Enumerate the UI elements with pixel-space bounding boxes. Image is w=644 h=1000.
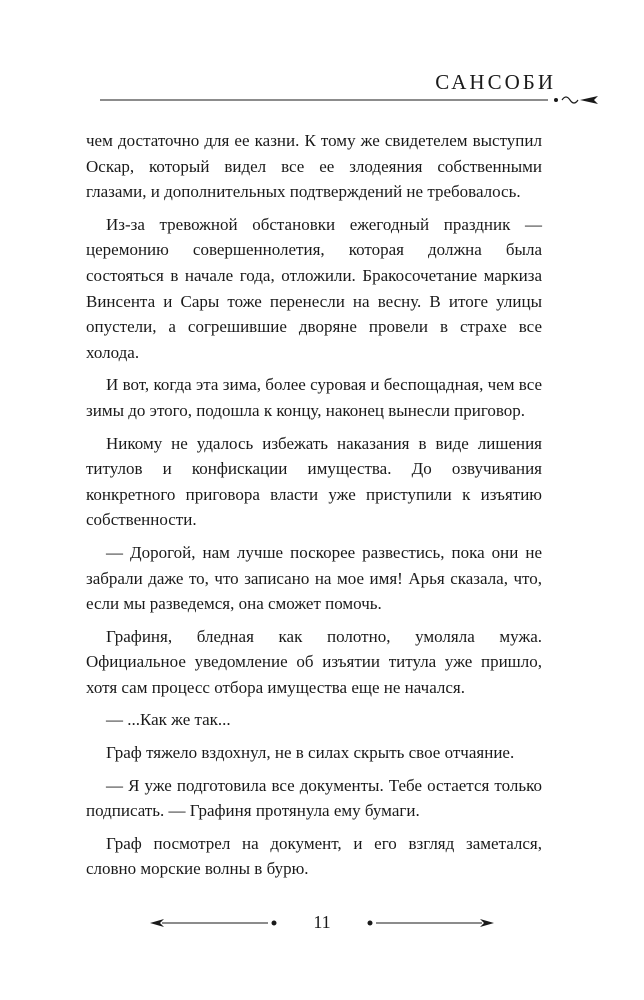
paragraph: Графиня, бледная как полотно, умоляла мужа. Официальное уведомление об изъятии титула уже пришло, хотя сам процесс отбора имущества еще не начался. — [86, 626, 542, 697]
dialogue-paragraph: — ...Как же так... — [106, 710, 231, 730]
paragraph: Граф тяжело вздохнул, не в силах скрыть свое отчаяние. — [106, 743, 515, 763]
header-ornament-rule — [100, 92, 598, 108]
paragraph: чем достаточно для ее казни. К тому же свидетелем выступил Оскар, который видел все ее злодеяния собственными глазами, и дополнительных подтверждений не требовалось. — [86, 131, 542, 202]
paragraph: Никому не удалось избежать наказания в виде лишения титулов и конфискации имущества. До озвучивания конкретного приговора власти уже приступили к изъятию собственности. — [86, 433, 542, 530]
paragraph: Из-за тревожной обстановки ежегодный праздник — церемонию совершеннолетия, которая должна была состояться в начале года, отложили. Бракосочетание маркиза Винсента и Сары тоже перенесли на весну. В итоге улицы опустели, а согрешившие дворяне провели в страхе все холода. — [86, 214, 542, 362]
paragraph: И вот, когда эта зима, более суровая и беспощадная, чем все зимы до этого, подошла к концу, наконец вынесли приговор. — [86, 375, 542, 420]
paragraph: Граф посмотрел на документ, и его взгляд заметался, словно морские волны в бурю. — [86, 833, 542, 879]
dialogue-paragraph: — Дорогой, нам лучше поскорее развестись, пока они не забрали даже то, что записано на мое имя! Арья сказала, что, если мы разведемся, она сможет помочь. — [86, 542, 542, 614]
footer-ornament-right — [364, 916, 494, 930]
body-text — [86, 128, 542, 889]
dialogue-paragraph: — Я уже подготовила все документы. Тебе остается только подписать. — Графиня протянула ему бумаги. — [86, 775, 542, 821]
page-number: 11 — [313, 912, 331, 932]
running-header-title: САНСОБИ — [435, 70, 556, 94]
page-footer — [150, 910, 494, 938]
